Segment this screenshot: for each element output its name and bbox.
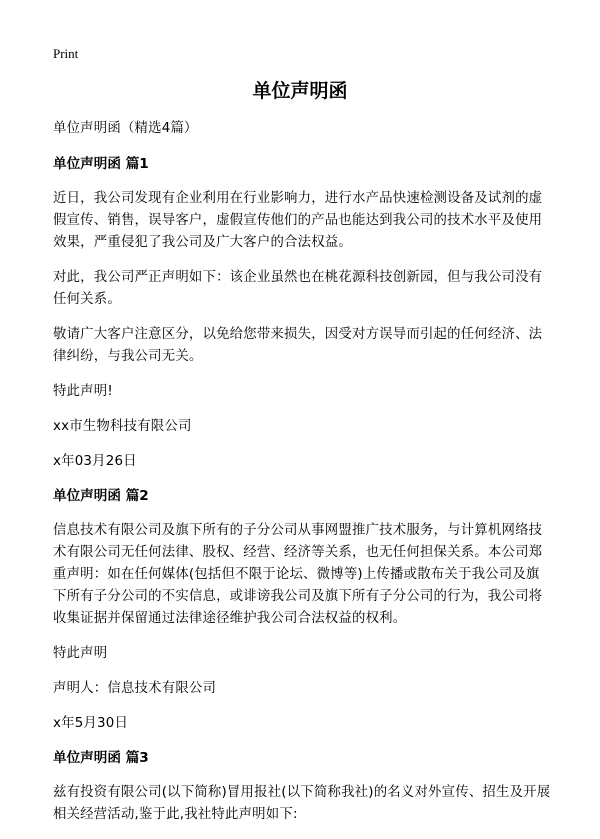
date-line: x年5月30日 [53,716,129,731]
signatory: xx市生物科技有限公司 [53,419,192,434]
date-line: x年03月26日 [53,454,137,469]
paragraph: 信息技术有限公司及旗下所有的子分公司从事网盟推广技术服务，与计算机网络技术有限公司无任何法律、股权、经营、经济等关系，也无任何担保关系。本公司郑重声明：如在任何媒体(包括但不限于论坛、微博等)上传播或散布关于我公司及旗下所有子分公司的不实信息，或诽谤我公司及旗下所有子分公司的行为，我公司将收集证据并保留通过法律途径维护我公司合法权益的权利。 [53,523,543,626]
print-link[interactable]: Print [53,46,79,61]
closing-statement: 特此声明! [53,384,113,399]
document-subtitle: 单位声明函（精选4篇） [53,121,198,136]
paragraph: 对此，我公司严正声明如下：该企业虽然也在桃花源科技创新园，但与我公司没有任何关系。 [53,270,543,307]
paragraph: 近日，我公司发现有企业利用在行业影响力，进行水产品快速检测设备及试剂的虚假宣传、销售，误导客户，虚假宣传他们的产品也能达到我公司的技术水平及使用效果，严重侵犯了我公司及广大客户的合法权益。 [53,191,543,250]
section-heading-1: 单位声明函 篇1 [53,156,149,172]
paragraph: 兹有投资有限公司(以下简称)冒用报社(以下简称我社)的名义对外宣传、招生及开展相关经营活动,鉴于此,我社特此声明如下: [53,785,551,822]
closing-statement: 特此声明 [53,646,108,661]
signatory: 声明人：信息技术有限公司 [53,681,217,696]
paragraph: 敬请广大客户注意区分，以免给您带来损失，因受对方误导而引起的任何经济、法律纠纷，与我公司无关。 [53,327,543,364]
section-heading-3: 单位声明函 篇3 [53,750,149,766]
section-heading-2: 单位声明函 篇2 [53,488,149,504]
page-title: 单位声明函 [252,80,348,102]
document-body [53,118,553,839]
